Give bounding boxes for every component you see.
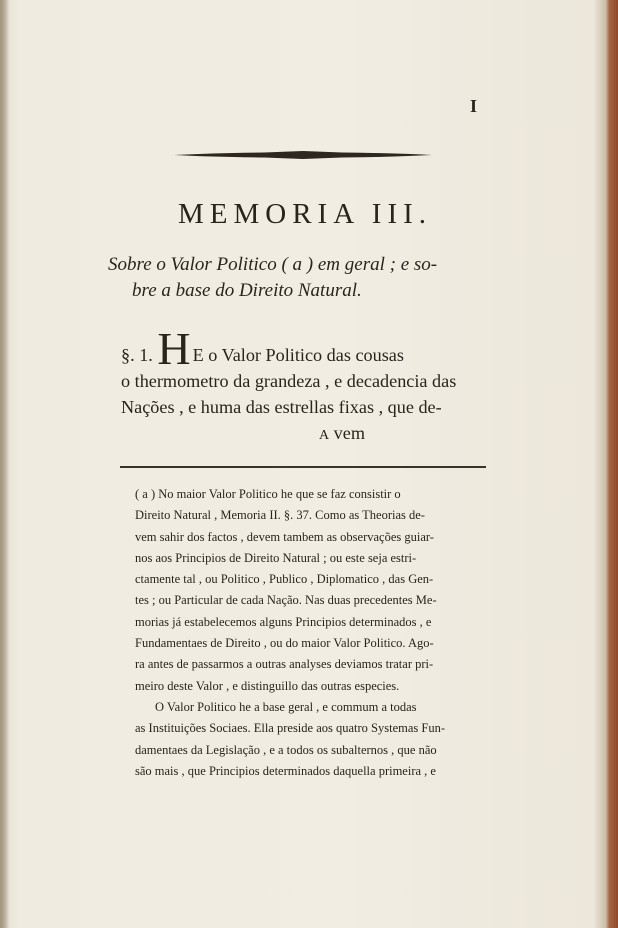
subtitle-line-1: Sobre o Valor Politico ( a ) em geral ; e so- — [108, 254, 438, 275]
footnote-line: Direito Natural , Memoria II. §. 37. Como as Theorias de- — [135, 508, 425, 523]
footnote-rule — [120, 466, 486, 468]
chapter-title: MEMORIA III. — [177, 198, 433, 230]
footnote-line: são mais , que Principios determinados daquella primeira , e — [135, 763, 436, 778]
paragraph-line-3: Nações , e huma das estrellas fixas , que de- — [121, 397, 442, 417]
footnote-line: nos aos Principios de Direito Natural ; ou este seja estri- — [135, 550, 417, 565]
footnote-line: ctamente tal , ou Politico , Publico , Diplomatico , das Gen- — [135, 572, 434, 587]
footnote-line: ( a ) No maior Valor Politico he que se faz consistir o — [135, 487, 401, 501]
footnote-line: ra antes de passarmos a outras analyses deviamos tratar pri- — [135, 657, 434, 672]
footnote-line: damentaes da Legislação , e a todos os subalternos , que não — [135, 742, 437, 757]
paragraph-text: E o Valor Politico das cousas — [192, 345, 404, 365]
signature-mark: A — [319, 428, 330, 443]
paragraph-line-1 — [121, 323, 487, 374]
footnote-line: vem sahir dos factos , devem tambem as observações guiar- — [135, 529, 434, 544]
main-paragraph — [121, 323, 487, 449]
section-mark: §. 1. — [121, 345, 153, 365]
drop-initial: H — [157, 323, 191, 374]
paragraph-line-2: o thermometro da grandeza , e decadencia das — [121, 371, 457, 391]
footnote-line: meiro deste Valor , e distinguillo das outras especies. — [135, 678, 400, 693]
footnote-line: as Instituições Sociaes. Ella preside aos quatro Systemas Fun- — [135, 721, 446, 736]
footnote-line: morias já estabelecemos alguns Principios determinados , e — [135, 614, 432, 629]
page-gutter — [0, 0, 10, 928]
subtitle-line-2: bre a base do Direito Natural. — [132, 280, 362, 301]
chapter-subtitle — [108, 252, 478, 304]
footnote-line: tes ; ou Particular de cada Nação. Nas duas precedentes Me- — [135, 593, 437, 608]
footnote-line: Fundamentaes de Direito , ou do maior Valor Politico. Ago- — [135, 636, 434, 651]
footnote — [135, 484, 487, 782]
page-number: I — [470, 96, 478, 116]
ornament-rule — [174, 150, 432, 160]
signature-line — [121, 420, 487, 449]
catchword: vem — [333, 423, 365, 443]
footnote-line: O Valor Politico he a base geral , e commum a todas — [155, 699, 417, 714]
